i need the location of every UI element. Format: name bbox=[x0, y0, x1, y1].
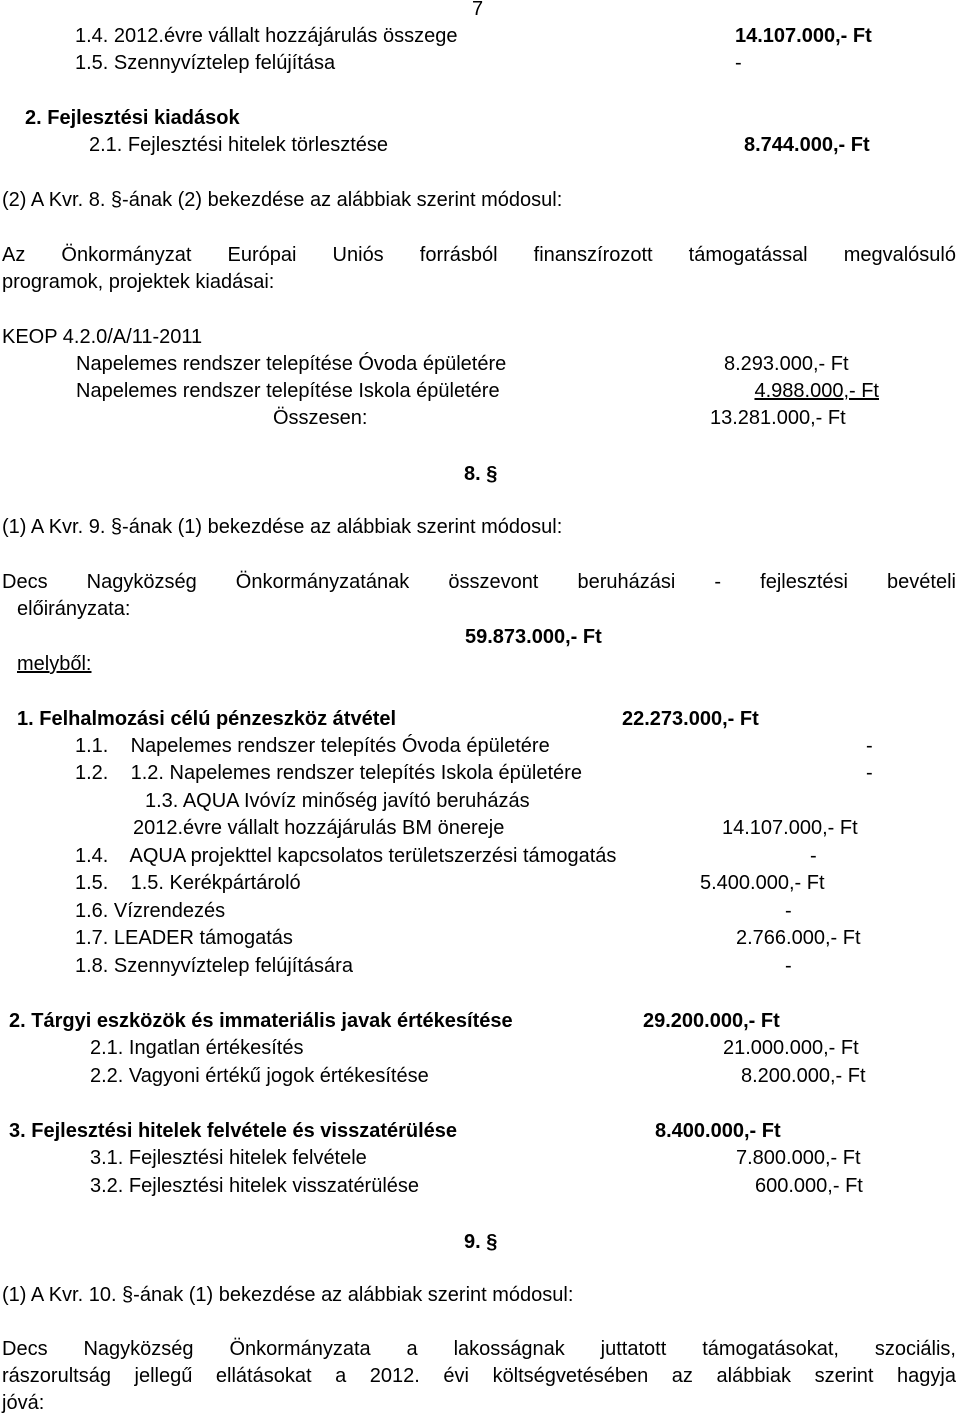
g2-item-2-1-label: 2.1. Ingatlan értékesítés bbox=[90, 1037, 304, 1059]
melybol-label: melyből: bbox=[17, 653, 92, 675]
tamogatas-para-line2: rászorultság jellegű ellátásokat a 2012. évi költségvetésében az alábbiak szerint hagyja bbox=[2, 1365, 956, 1387]
keop-item-2-label: Napelemes rendszer telepítése Iskola épületére bbox=[76, 380, 500, 402]
g3-item-3-2-label: 3.2. Fejlesztési hitelek visszatérülése bbox=[90, 1175, 420, 1197]
section-8-intro: (1) A Kvr. 9. §-ának (1) bekezdése az alábbiak szerint módosul: bbox=[2, 516, 563, 538]
g1-item-1-8-label: 1.8. Szennyvíztelep felújítására bbox=[75, 955, 353, 977]
g1-item-1-6-amount: - bbox=[785, 900, 792, 922]
item-1-5-label: 1.5. Szennyvíztelep felújítása bbox=[75, 52, 336, 74]
group-2-amount: 29.200.000,- Ft bbox=[643, 1010, 780, 1032]
keop-item-1-label: Napelemes rendszer telepítése Óvoda épületére bbox=[76, 353, 507, 375]
keop-total-label: Összesen: bbox=[273, 407, 368, 429]
group-3-label: 3. Fejlesztési hitelek felvétele és visszatérülése bbox=[9, 1120, 458, 1142]
item-2-1-amount: 8.744.000,- Ft bbox=[744, 134, 870, 156]
heading-fejlesztesi-kiadasok: 2. Fejlesztési kiadások bbox=[25, 107, 240, 129]
beveteli-para-line2: előirányzata: bbox=[17, 598, 131, 620]
beveteli-total: 59.873.000,- Ft bbox=[465, 626, 602, 648]
g2-item-2-2-amount: 8.200.000,- Ft bbox=[741, 1065, 866, 1087]
g2-item-2-1-amount: 21.000.000,- Ft bbox=[723, 1037, 859, 1059]
group-3-amount: 8.400.000,- Ft bbox=[655, 1120, 781, 1142]
beveteli-para-line1: Decs Nagyközség Önkormányzatának összevont beruházási - fejlesztési bevételi bbox=[2, 571, 956, 593]
keop-total-amount: 13.281.000,- Ft bbox=[710, 407, 846, 429]
g1-item-1-4-label bbox=[75, 844, 616, 868]
g1-item-1-5-label bbox=[75, 871, 301, 895]
tamogatas-para-line3: jóvá: bbox=[2, 1392, 45, 1414]
g1-item-1-2-label bbox=[75, 761, 582, 785]
g1-item-1-2-text: 1.2. 1.2. Napelemes rendszer telepítés Iskola épületére bbox=[75, 762, 582, 784]
g1-item-1-5-text: 1.5. 1.5. Kerékpártároló bbox=[75, 872, 301, 894]
tamogatas-para-line1: Decs Nagyközség Önkormányzata a lakosságnak juttatott támogatásokat, szociális, bbox=[2, 1338, 956, 1360]
g1-item-1-3-bm-amount: 14.107.000,- Ft bbox=[722, 817, 858, 839]
g1-item-1-7-label: 1.7. LEADER támogatás bbox=[75, 927, 293, 949]
section-8-heading: 8. § bbox=[464, 463, 498, 485]
g1-item-1-1-text: 1.1. Napelemes rendszer telepítés Óvoda épületére bbox=[75, 735, 550, 757]
item-1-4-label: 1.4. 2012.évre vállalt hozzájárulás összege bbox=[75, 25, 458, 47]
item-1-4-amount: 14.107.000,- Ft bbox=[735, 25, 872, 47]
g1-item-1-5-amount: 5.400.000,- Ft bbox=[700, 872, 825, 894]
item-1-5-amount: - bbox=[735, 52, 742, 74]
g1-item-1-6-label: 1.6. Vízrendezés bbox=[75, 900, 226, 922]
g1-item-1-4-text: 1.4. AQUA projekttel kapcsolatos területszerzési támogatás bbox=[75, 845, 617, 867]
g3-item-3-1-label: 3.1. Fejlesztési hitelek felvétele bbox=[90, 1147, 367, 1169]
keop-item-1-amount: 8.293.000,- Ft bbox=[724, 353, 849, 375]
g1-item-1-4-amount: - bbox=[810, 845, 817, 867]
section-9-heading: 9. § bbox=[464, 1231, 498, 1253]
keop-code: KEOP 4.2.0/A/11-2011 bbox=[2, 326, 203, 348]
section-9-intro: (1) A Kvr. 10. §-ának (1) bekezdése az alábbiak szerint módosul: bbox=[2, 1284, 574, 1306]
g1-item-1-7-amount: 2.766.000,- Ft bbox=[736, 927, 861, 949]
g1-item-1-1-label bbox=[75, 734, 550, 758]
g1-item-1-1-amount: - bbox=[866, 735, 873, 757]
g2-item-2-2-label: 2.2. Vagyoni értékű jogok értékesítése bbox=[90, 1065, 429, 1087]
eu-programs-line2: programok, projektek kiadásai: bbox=[2, 271, 275, 293]
page-number: 7 bbox=[472, 0, 484, 20]
g3-item-3-1-amount: 7.800.000,- Ft bbox=[736, 1147, 861, 1169]
group-1-label: 1. Felhalmozási célú pénzeszköz átvétel bbox=[17, 708, 397, 730]
sec8-para-intro: (2) A Kvr. 8. §-ának (2) bekezdése az alábbiak szerint módosul: bbox=[2, 189, 563, 211]
g1-item-1-8-amount: - bbox=[785, 955, 792, 977]
g3-item-3-2-amount: 600.000,- Ft bbox=[755, 1175, 863, 1197]
group-1-amount: 22.273.000,- Ft bbox=[622, 708, 759, 730]
eu-programs-line1: Az Önkormányzat Európai Uniós forrásból finanszírozott támogatással megvalósuló bbox=[2, 244, 956, 266]
g1-item-1-3-label: 1.3. AQUA Ivóvíz minőség javító beruházás bbox=[145, 790, 530, 812]
g1-item-1-3-bm-label: 2012.évre vállalt hozzájárulás BM önereje bbox=[133, 817, 505, 839]
group-2-label: 2. Tárgyi eszközök és immateriális javak értékesítése bbox=[9, 1010, 513, 1032]
item-2-1-label: 2.1. Fejlesztési hitelek törlesztése bbox=[89, 134, 389, 156]
keop-item-2-amount: 4.988.000,- Ft bbox=[754, 380, 879, 402]
g1-item-1-2-amount: - bbox=[866, 762, 873, 784]
